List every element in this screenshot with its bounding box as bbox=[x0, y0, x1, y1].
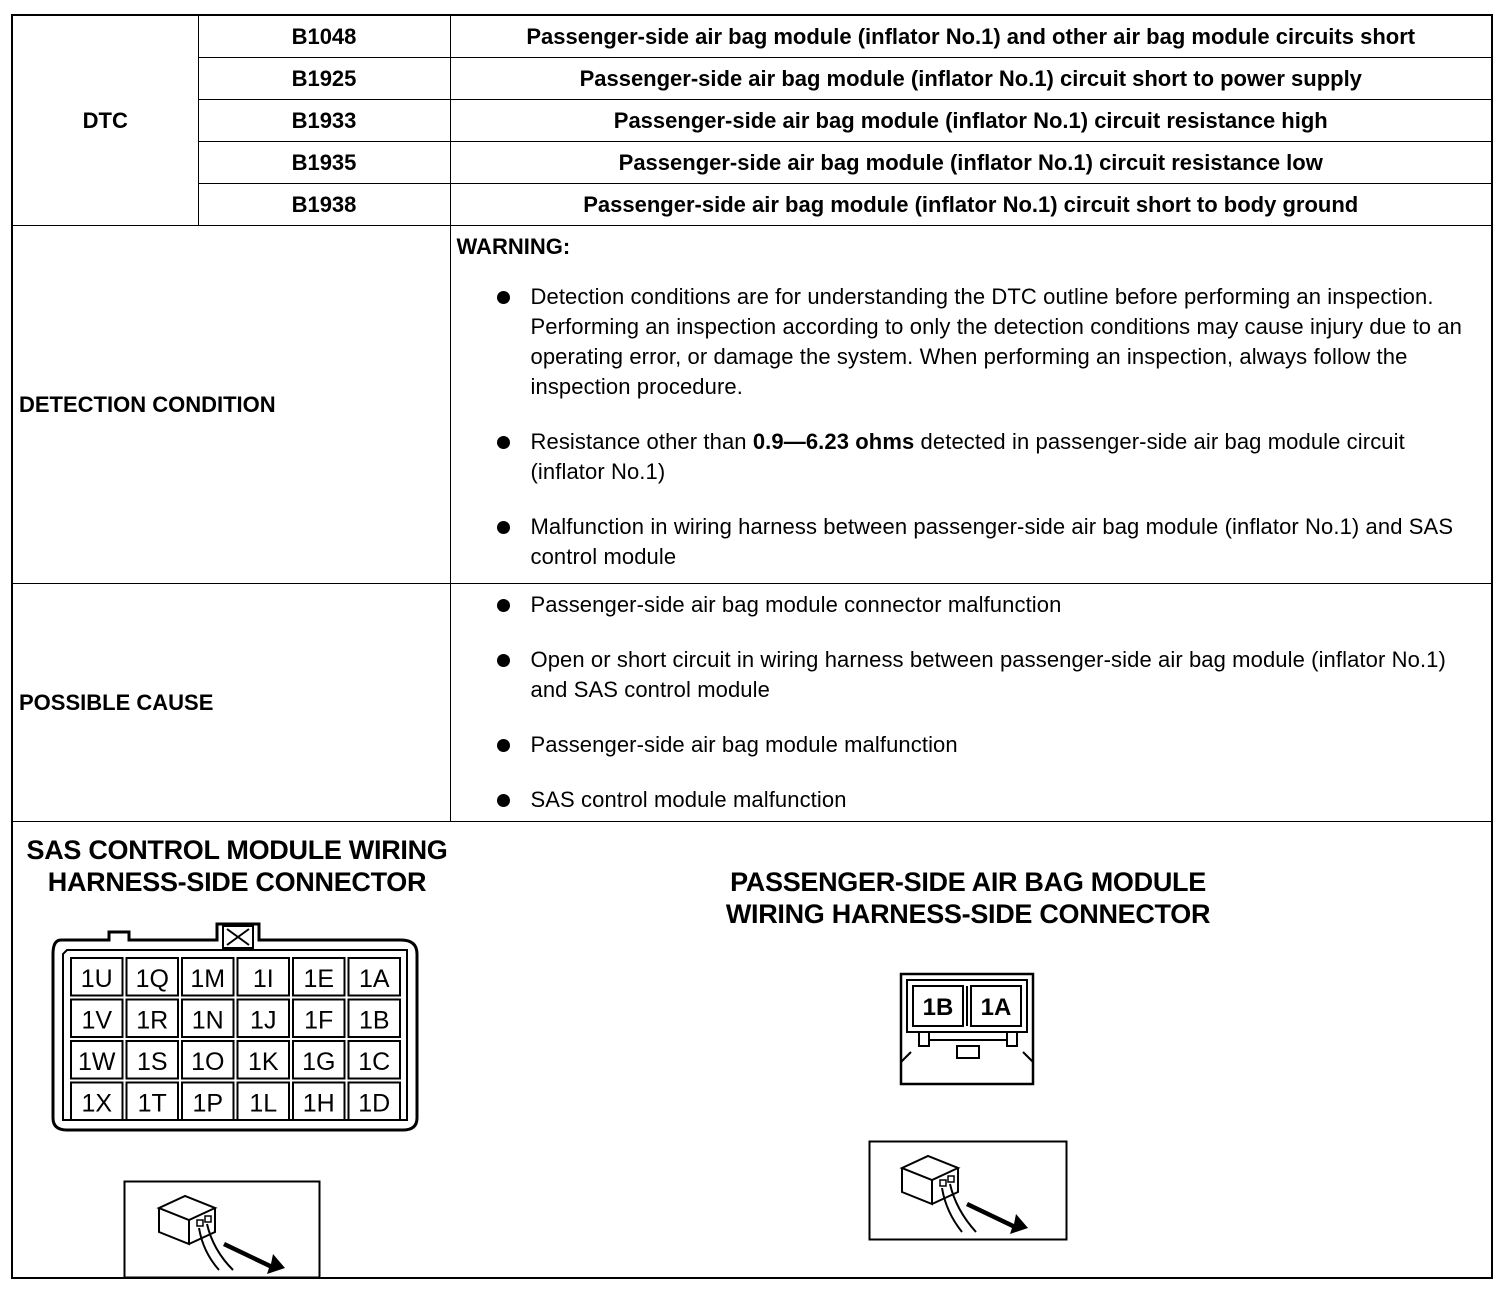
dtc-code: B1048 bbox=[198, 16, 450, 58]
possible-cause-content bbox=[450, 584, 1491, 822]
dtc-code: B1933 bbox=[198, 100, 450, 142]
cause-item bbox=[457, 730, 1484, 760]
possible-cause-label: POSSIBLE CAUSE bbox=[13, 584, 450, 822]
airbag-connector-diagram bbox=[899, 972, 1037, 1088]
probe-symbol-sas bbox=[123, 1180, 321, 1280]
dtc-row bbox=[13, 184, 1491, 226]
detection-condition-row bbox=[13, 226, 1491, 584]
bullet-icon bbox=[497, 739, 510, 752]
pin-label: 1L bbox=[249, 1089, 278, 1118]
dtc-row bbox=[13, 16, 1491, 58]
sas-connector-diagram bbox=[51, 918, 423, 1136]
airbag-connector-title bbox=[703, 866, 1233, 930]
cause-item bbox=[457, 590, 1484, 620]
resistance-range: 0.9—6.23 ohms bbox=[752, 429, 915, 454]
pin-label: 1O bbox=[191, 1048, 225, 1076]
sas-connector-title-line1: SAS CONTROL MODULE WIRING bbox=[26, 835, 448, 865]
cause-item-text: SAS control module malfunction bbox=[530, 787, 847, 812]
dtc-row bbox=[13, 58, 1491, 100]
pin-label: 1B bbox=[922, 994, 954, 1021]
sas-connector-title bbox=[17, 834, 457, 898]
dtc-row bbox=[13, 142, 1491, 184]
detection-item bbox=[457, 427, 1484, 487]
cause-item-text: Open or short circuit in wiring harness between passenger-side air bag module (inflator No.1) and SAS control module bbox=[530, 647, 1446, 702]
bullet-icon bbox=[497, 521, 510, 534]
detection-condition-label: DETECTION CONDITION bbox=[13, 226, 450, 584]
pin-label: 1T bbox=[137, 1089, 167, 1118]
dtc-code: B1938 bbox=[198, 184, 450, 226]
pin-label: 1K bbox=[247, 1048, 279, 1076]
probe-symbol-airbag bbox=[868, 1140, 1068, 1242]
pin-label: 1A bbox=[358, 965, 390, 993]
pin-label: 1X bbox=[81, 1089, 113, 1118]
possible-cause-list bbox=[457, 590, 1484, 815]
bullet-icon bbox=[497, 291, 510, 304]
dtc-description: Passenger-side air bag module (inflator No.1) circuit short to power supply bbox=[450, 58, 1491, 100]
airbag-connector-title-line1: PASSENGER-SIDE AIR BAG MODULE bbox=[730, 867, 1206, 897]
bullet-icon bbox=[497, 436, 510, 449]
detection-item bbox=[457, 512, 1484, 572]
detection-item-text-after: detected in passenger-side air bag module circuit (inflator No.1) bbox=[530, 429, 1405, 484]
dtc-row bbox=[13, 100, 1491, 142]
dtc-description: Passenger-side air bag module (inflator No.1) circuit short to body ground bbox=[450, 184, 1491, 226]
dtc-code: B1925 bbox=[198, 58, 450, 100]
pin-label: 1B bbox=[358, 1006, 390, 1035]
pin-label: 1J bbox=[250, 1006, 277, 1035]
dtc-description: Passenger-side air bag module (inflator No.1) circuit resistance low bbox=[450, 142, 1491, 184]
pin-label: 1P bbox=[192, 1089, 224, 1118]
bullet-icon bbox=[497, 654, 510, 667]
sas-pin-grid bbox=[71, 958, 400, 1120]
bullet-icon bbox=[497, 599, 510, 612]
pin-label: 1N bbox=[191, 1006, 224, 1035]
detection-item bbox=[457, 282, 1484, 402]
pin-label: 1M bbox=[190, 965, 226, 993]
cause-item bbox=[457, 645, 1484, 705]
airbag-connector-title-line2: WIRING HARNESS-SIDE CONNECTOR bbox=[725, 899, 1211, 929]
pin-label: 1U bbox=[80, 965, 113, 993]
pin-label: 1E bbox=[303, 965, 335, 993]
pin-label: 1R bbox=[136, 1006, 169, 1035]
pin-label: 1I bbox=[252, 965, 274, 993]
dtc-code: B1935 bbox=[198, 142, 450, 184]
pin-label: 1F bbox=[304, 1006, 334, 1035]
pin-label: 1G bbox=[302, 1048, 336, 1076]
dtc-sheet bbox=[11, 14, 1493, 1279]
possible-cause-row bbox=[13, 584, 1491, 822]
pin-label: 1Q bbox=[135, 965, 169, 993]
pin-label: 1C bbox=[358, 1048, 391, 1076]
cause-item bbox=[457, 785, 1484, 815]
dtc-label: DTC bbox=[13, 16, 198, 226]
cause-item-text: Passenger-side air bag module malfunction bbox=[530, 732, 958, 757]
warning-title: WARNING: bbox=[456, 234, 571, 259]
pin-label: 1H bbox=[302, 1089, 335, 1118]
dtc-description: Passenger-side air bag module (inflator No.1) circuit resistance high bbox=[450, 100, 1491, 142]
detection-list bbox=[457, 282, 1484, 572]
detection-item-text: Malfunction in wiring harness between passenger-side air bag module (inflator No.1) and SAS control module bbox=[530, 514, 1454, 569]
cause-item-text: Passenger-side air bag module connector malfunction bbox=[530, 592, 1062, 617]
detection-item-text-before: Resistance other than bbox=[530, 429, 753, 454]
connector-diagrams bbox=[13, 824, 1491, 1279]
detection-item-text: Detection conditions are for understanding the DTC outline before performing an inspection. Performing an inspection according to only the detection conditions may cause injury due to an operating error, or damage the system. When performing an inspection, always follow the inspection procedure. bbox=[530, 284, 1462, 399]
pin-label: 1A bbox=[980, 994, 1012, 1021]
pin-label: 1D bbox=[358, 1089, 391, 1118]
sas-connector-title-line2: HARNESS-SIDE CONNECTOR bbox=[47, 867, 427, 897]
dtc-table bbox=[13, 16, 1491, 822]
pin-label: 1W bbox=[78, 1048, 116, 1076]
pin-label: 1S bbox=[136, 1048, 168, 1076]
pin-label: 1V bbox=[81, 1006, 113, 1035]
detection-condition-content bbox=[450, 226, 1491, 584]
bullet-icon bbox=[497, 794, 510, 807]
dtc-description: Passenger-side air bag module (inflator No.1) and other air bag module circuits short bbox=[450, 16, 1491, 58]
